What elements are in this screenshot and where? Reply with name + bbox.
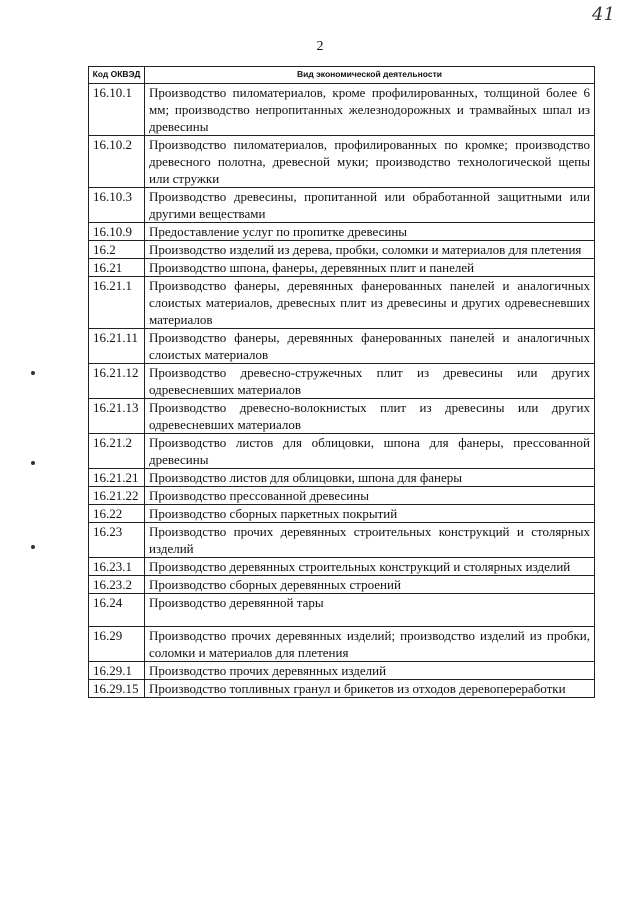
row-activity: Производство прочих деревянных изделий [145, 662, 595, 680]
row-code: 16.21 [89, 259, 145, 277]
table-row [89, 558, 595, 576]
row-code: 16.10.9 [89, 223, 145, 241]
row-activity: Производство прессованной древесины [145, 487, 595, 505]
table-header-row [89, 67, 595, 84]
row-code: 16.21.22 [89, 487, 145, 505]
row-activity: Производство пиломатериалов, кроме профилированных, толщиной более 6 мм; производство непропитанных железнодорожных и трамвайных шпал из древесины [145, 84, 595, 136]
row-code: 16.24 [89, 594, 145, 627]
page-number: 2 [316, 39, 324, 54]
row-activity: Производство листов для облицовки, шпона для фанеры [145, 469, 595, 487]
row-activity: Производство сборных деревянных строений [145, 576, 595, 594]
table-row [89, 627, 595, 662]
table-row [89, 277, 595, 329]
row-code: 16.21.2 [89, 434, 145, 469]
row-code: 16.29.15 [89, 680, 145, 698]
table-row [89, 680, 595, 698]
row-code: 16.2 [89, 241, 145, 259]
table-row [89, 399, 595, 434]
table-row [89, 662, 595, 680]
header-code: Код ОКВЭД [89, 67, 145, 84]
row-code: 16.23.1 [89, 558, 145, 576]
scan-speck [31, 545, 35, 549]
table-row [89, 223, 595, 241]
row-activity: Производство фанеры, деревянных фанерованных панелей и аналогичных слоистых материалов, древесных плит из древесины и других одревесневших материалов [145, 277, 595, 329]
table-row [89, 364, 595, 399]
table-row [89, 84, 595, 136]
handwritten-page-number: 41 [592, 4, 615, 25]
row-code: 16.21.21 [89, 469, 145, 487]
row-code: 16.29 [89, 627, 145, 662]
table-row [89, 487, 595, 505]
row-code: 16.10.2 [89, 136, 145, 188]
row-activity: Производство сборных паркетных покрытий [145, 505, 595, 523]
table-row [89, 469, 595, 487]
row-activity: Производство древесно-волокнистых плит из древесины или других одревесневших материалов [145, 399, 595, 434]
header-activity: Вид экономической деятельности [145, 67, 595, 84]
table-row [89, 241, 595, 259]
row-activity: Производство пиломатериалов, профилированных по кромке; производство древесного полотна, древесной муки; производство технологической щепы или стружки [145, 136, 595, 188]
table-row [89, 136, 595, 188]
row-activity: Производство деревянных строительных конструкций и столярных изделий [145, 558, 595, 576]
table-body [89, 84, 595, 698]
row-code: 16.29.1 [89, 662, 145, 680]
row-activity: Производство древесины, пропитанной или обработанной защитными или другими веществами [145, 188, 595, 223]
row-activity: Производство фанеры, деревянных фанерованных панелей и аналогичных слоистых материалов [145, 329, 595, 364]
row-code: 16.10.3 [89, 188, 145, 223]
row-code: 16.23 [89, 523, 145, 558]
table-row [89, 329, 595, 364]
table-row [89, 576, 595, 594]
scan-speck [31, 371, 35, 375]
row-activity: Производство деревянной тары [145, 594, 595, 627]
table-row [89, 523, 595, 558]
row-code: 16.23.2 [89, 576, 145, 594]
row-activity: Предоставление услуг по пропитке древесины [145, 223, 595, 241]
row-activity: Производство прочих деревянных изделий; производство изделий из пробки, соломки и материалов для плетения [145, 627, 595, 662]
row-activity: Производство древесно-стружечных плит из древесины или других одревесневших материалов [145, 364, 595, 399]
row-activity: Производство шпона, фанеры, деревянных плит и панелей [145, 259, 595, 277]
row-activity: Производство листов для облицовки, шпона для фанеры, прессованной древесины [145, 434, 595, 469]
row-activity: Производство изделий из дерева, пробки, соломки и материалов для плетения [145, 241, 595, 259]
row-code: 16.21.11 [89, 329, 145, 364]
scan-speck [31, 461, 35, 465]
row-activity: Производство топливных гранул и брикетов из отходов деревопереработки [145, 680, 595, 698]
table-row [89, 505, 595, 523]
table-row [89, 188, 595, 223]
row-code: 16.10.1 [89, 84, 145, 136]
row-code: 16.21.13 [89, 399, 145, 434]
table-row [89, 594, 595, 627]
table-row [89, 434, 595, 469]
row-code: 16.22 [89, 505, 145, 523]
table-row [89, 259, 595, 277]
row-code: 16.21.12 [89, 364, 145, 399]
row-code: 16.21.1 [89, 277, 145, 329]
okved-table [88, 66, 595, 698]
row-activity: Производство прочих деревянных строительных конструкций и столярных изделий [145, 523, 595, 558]
